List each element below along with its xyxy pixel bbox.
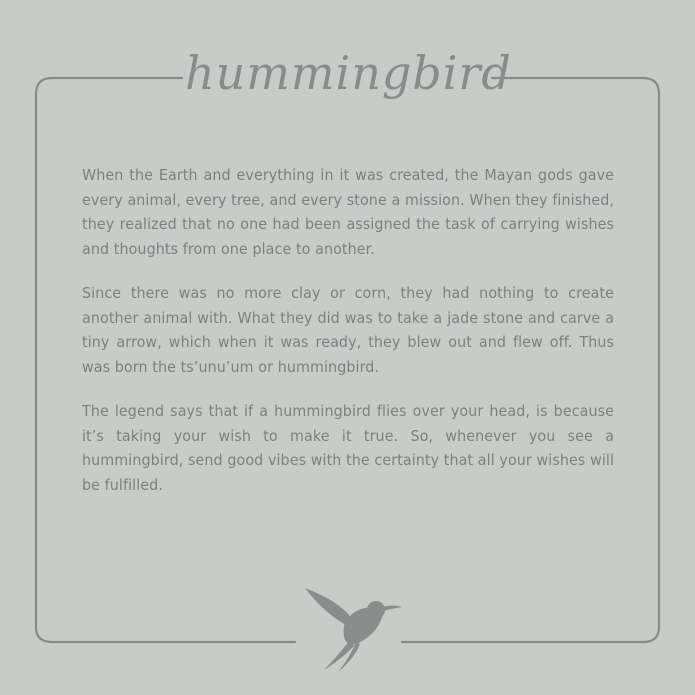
paragraph-2: Since there was no more clay or corn, they had nothing to create another animal with. What they did was to take a jade stone and carve a tiny arrow, which when it was ready, they blew out and flew off. Thus was born the ts’unu’um or hummingbird.	[82, 284, 615, 376]
hummingbird-icon	[300, 580, 405, 675]
paragraph-3: The legend says that if a hummingbird flies over your head, is because it’s taking your wish to make it true. So, whenever you see a hummingbird, send good vibes with the certainty that all your wishes will be fulfilled.	[82, 402, 615, 494]
paragraph-1: When the Earth and everything in it was created, the Mayan gods gave every animal, every tree, and every stone a mission. When they finished, they realized that no one had been assigned the task of carrying wishes and thoughts from one place to another.	[82, 166, 615, 258]
story-text	[82, 163, 614, 517]
page-title: hummingbird	[185, 46, 512, 100]
